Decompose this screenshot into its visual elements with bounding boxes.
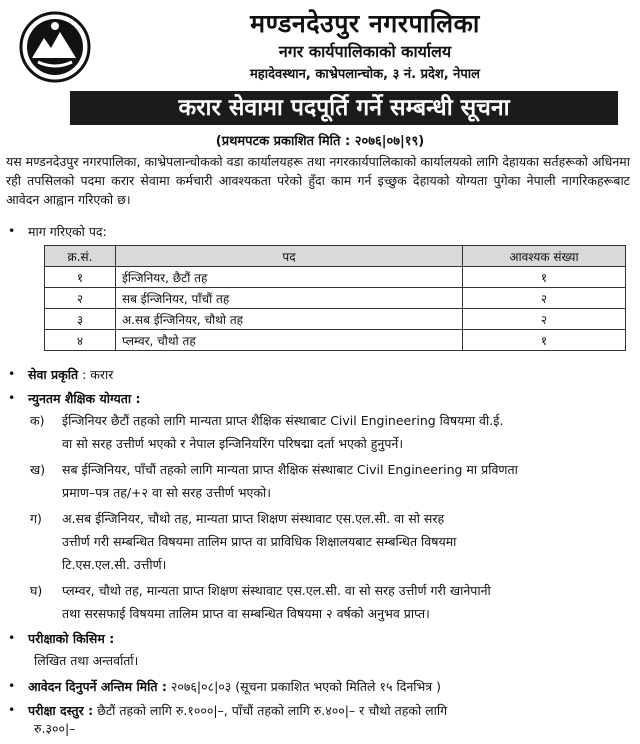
row-serial: २	[45, 288, 116, 309]
table-row	[45, 330, 626, 351]
posts-label: माग गरिएको पद:	[28, 224, 107, 239]
qualification-mark: ख)	[30, 462, 46, 477]
fee-label: परीक्षा दस्तुर :	[28, 703, 94, 718]
intro-paragraph: यस मण्डनदेउपुर नगरपालिका, काभ्रेपलान्चोकको वडा कार्यालयहरू तथा नगरकार्यपालिकाको कार्यालयको लागि देहायका सर्तहरूको अधिनमा रही तपसिलको पदमा करार सेवामा कर्मचारी आवश्यकता परेको हुँदा काम गर्न इच्छुक देहायको योग्यता पुगेका नेपाली नागरिकहरूबाट आवेदन आह्वान गरिएको छ।	[6, 154, 630, 207]
qualification-line: उत्तीर्ण गरी सम्बन्धित विषयमा तालिम प्राप्त वा प्राविधिक शिक्षालयबाट सम्बन्धित विषयमा	[62, 534, 457, 549]
row-post: अ.सब ईन्जिनियर, चौथो तह	[116, 309, 463, 330]
qualification-line: वा सो सरह उत्तीर्ण भएको र नेपाल इन्जिनियरिंग परिषद्मा दर्ता भएको हुनुपर्ने।	[62, 436, 404, 451]
deadline-label: आवेदन दिनुपर्ने अन्तिम मिति :	[28, 679, 167, 694]
qualification-line: प्रमाण–पत्र तह/+२ वा सो सरह उत्तीर्ण भएको।	[62, 485, 272, 500]
row-post: सब ईन्जिनियर, पाँचौं तह	[116, 288, 463, 309]
exam-fee	[28, 702, 447, 719]
table-row	[45, 288, 626, 309]
qualification-line: सब ईन्जिनियर, पाँचौं तहको लागि मान्यता प्राप्त शैक्षिक संस्थाबाट Civil Engineering मा प्रविणता	[62, 462, 518, 477]
row-count: २	[463, 288, 626, 309]
qualification-line: टि.एस.एल.सी. उत्तीर्ण।	[62, 557, 167, 572]
office-address: महादेवस्थान, काभ्रेपलान्चोक, ३ नं. प्रदेश, नेपाल	[250, 67, 480, 82]
table-header-row	[45, 246, 626, 267]
row-post: प्लम्वर, चौथो तह	[116, 330, 463, 351]
qualification-line: प्लम्वर, चौथो तह, मान्यता प्राप्त शिक्षण संस्थावाट एस.एल.सी. वा सो सरह उत्तीर्ण गरी खानेपानी	[62, 583, 491, 598]
row-serial: १	[45, 267, 116, 288]
service-nature	[28, 366, 113, 383]
municipality-name: मण्डनदेउपुर नगरपालिका	[250, 9, 480, 38]
qualification-mark: घ)	[30, 583, 43, 598]
bullet-icon: •	[8, 223, 16, 238]
col-post: पद	[116, 246, 463, 267]
col-count: आवश्यक संख्या	[463, 246, 626, 267]
municipality-emblem-icon	[18, 10, 92, 84]
deadline-value: २०७६|०८|०३ (सूचना प्रकाशित भएको मितिले १५ दिनभित्र )	[170, 679, 442, 694]
exam-type-value: लिखित तथा अन्तर्वार्ता।	[34, 653, 139, 668]
bullet-icon: •	[8, 678, 16, 693]
qualification-mark: क)	[30, 413, 45, 428]
office-name: नगर कार्यपालिकाको कार्यालय	[278, 42, 452, 61]
bullet-icon: •	[8, 630, 16, 645]
qualification-label: न्युनतम शैक्षिक योग्यता :	[28, 391, 141, 406]
service-nature-label: सेवा प्रकृति	[28, 367, 79, 382]
col-serial: क्र.सं.	[45, 246, 116, 267]
qualification-mark: ग)	[30, 511, 42, 526]
qualification-line: ईन्जिनियर छैटौं तहको लागि मान्यता प्राप्त शैक्षिक संस्थाबाट Civil Engineering विषयमा वी.ई.	[62, 413, 504, 428]
row-serial: ४	[45, 330, 116, 351]
bullet-icon: •	[8, 390, 16, 405]
bullet-icon: •	[8, 366, 16, 381]
exam-type-label: परीक्षाको किसिम :	[28, 631, 115, 646]
notice-title: करार सेवामा पदपूर्ति गर्ने सम्बन्धी सूचना	[70, 91, 618, 125]
fee-line-2: रु.३००|–	[34, 721, 76, 736]
posts-table	[44, 245, 626, 351]
row-serial: ३	[45, 309, 116, 330]
fee-line: छैटौं तहको लागि रु.१०००|–, पाँचौं तहको लागि रु.४००|– र चौथो तहको लागि	[97, 703, 448, 718]
service-nature-value: : करार	[82, 367, 114, 382]
table-row	[45, 267, 626, 288]
publish-date: (प्रथमपटक प्रकाशित मिति : २०७६|०७|१९)	[215, 134, 425, 149]
row-count: १	[463, 330, 626, 351]
qualification-line: तथा सरसफाई विषयमा तालिम प्राप्त वा सम्बन्धित विषयमा २ वर्षको अनुभव प्राप्त।	[62, 606, 430, 621]
qualification-line: अ.सब ईन्जिनियर, चौथो तह, मान्यता प्राप्त शिक्षण संस्थावाट एस.एल.सी. वा सो सरह	[62, 511, 445, 526]
row-post: ईन्जिनियर, छैटौं तह	[116, 267, 463, 288]
row-count: १	[463, 267, 626, 288]
row-count: २	[463, 309, 626, 330]
table-row	[45, 309, 626, 330]
deadline	[28, 678, 441, 695]
bullet-icon: •	[8, 702, 16, 717]
